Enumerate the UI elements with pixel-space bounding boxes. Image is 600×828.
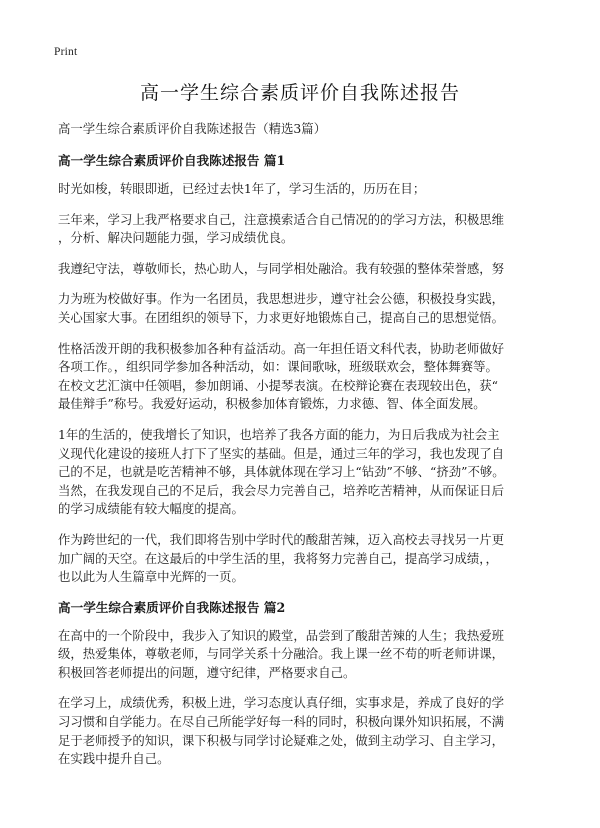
paragraph-line: ，分析、解决问题能力强，学习成绩优良。 [58,230,294,246]
paragraph-line: 在实践中提升自己。 [58,751,170,767]
print-link[interactable]: Print [54,46,78,58]
paragraph [58,211,552,248]
paragraph-line: 级，热爱集体，尊敬老师，与同学关系十分融洽。我上课一丝不苟的听老师讲课， [58,646,505,662]
paragraph [58,180,552,199]
paragraph-line: 1年的生活的，使我增长了知识，也培养了我各方面的能力，为日后我成为社会主 [58,426,500,442]
paragraph-line: 关心国家大事。在团组织的领导下，力求更好地锻炼自己，提高自己的思想觉悟。 [58,309,505,325]
section-heading: 高一学生综合素质评价自我陈述报告 篇1 [58,153,286,168]
paragraph-line: 义现代化建设的接班人打下了坚实的基础。但是，通过三年的学习，我也发现了自 [58,445,505,461]
document-title: 高一学生综合素质评价自我陈述报告 [139,82,460,104]
paragraph [58,694,552,768]
paragraph [58,260,552,279]
paragraph [58,627,552,683]
paragraph-line: 各项工作。，组织同学参加各种活动，如：课间歌咏，班级联欢会，整体舞赛等。 [58,359,498,375]
paragraph-line: 性格活泼开朗的我积极参加各种有益活动。高一年担任语文科代表，协助老师做好 [58,340,505,356]
paragraph-line: 也以此为人生篇章中光辉的一页。 [58,569,244,585]
paragraph-line: 力为班为校做好事。作为一名团员，我思想进步，遵守社会公德，积极投身实践， [58,291,505,307]
paragraph-line: 我遵纪守法，尊敬师长，热心助人，与同学相处融洽。我有较强的整体荣誉感，努 [58,260,505,276]
document-body [58,120,552,781]
paragraph-line: 在高中的一个阶段中，我步入了知识的殿堂，品尝到了酸甜苦辣的人生；我热爱班 [58,627,505,643]
paragraph-line: 习习惯和自学能力。在尽自己所能学好每一科的同时，积极向课外知识拓展，不满 [58,714,505,730]
document-subtitle: 高一学生综合素质评价自我陈述报告（精选3篇） [58,121,327,136]
paragraph-line: 己的不足，也就是吃苦精神不够，具体就体现在学习上“钻劲”不够、“挤劲”不够。 [58,464,505,480]
paragraph-line: 的学习成绩能有较大幅度的提高。 [58,501,244,517]
paragraph-line: 三年来，学习上我严格要求自己，注意摸索适合自己情况的的学习方法，积极思维 [58,211,505,227]
paragraph [58,290,552,327]
paragraph-line: 积极回答老师提出的问题，遵守纪律，严格要求自己。 [58,664,356,680]
paragraph-line: 足于老师授予的知识，课下积极与同学讨论疑难之处，做到主动学习、自主学习， [58,732,505,748]
paragraph-line: 作为跨世纪的一代，我们即将告别中学时代的酸甜苦辣，迈入高校去寻找另一片更 [58,531,505,547]
paragraph [58,426,552,519]
section-heading: 高一学生综合素质评价自我陈述报告 篇2 [58,599,286,615]
paragraph [58,340,552,414]
paragraph-line: 加广阔的天空。在这最后的中学生活的里，我将努力完善自己，提高学习成绩，， [58,550,498,566]
paragraph-line: 在校文艺汇演中任领唱，参加朗诵、小提琴表演。在校辩论赛在表现较出色，获“ [58,377,499,393]
paragraph [58,531,552,587]
paragraph-line: 时光如梭，转眼即逝，已经过去快1年了，学习生活的，历历在目； [58,181,426,196]
paragraph-line: 当然，在我发现自己的不足后，我会尽力完善自己，培养吃苦精神，从而保证日后 [58,482,505,498]
paragraph-line: 最佳辩手”称号。我爱好运动，积极参加体育锻炼，力求德、智、体全面发展。 [58,396,486,412]
paragraph-line: 在学习上，成绩优秀，积极上进，学习态度认真仔细，实事求是，养成了良好的学 [58,695,505,711]
